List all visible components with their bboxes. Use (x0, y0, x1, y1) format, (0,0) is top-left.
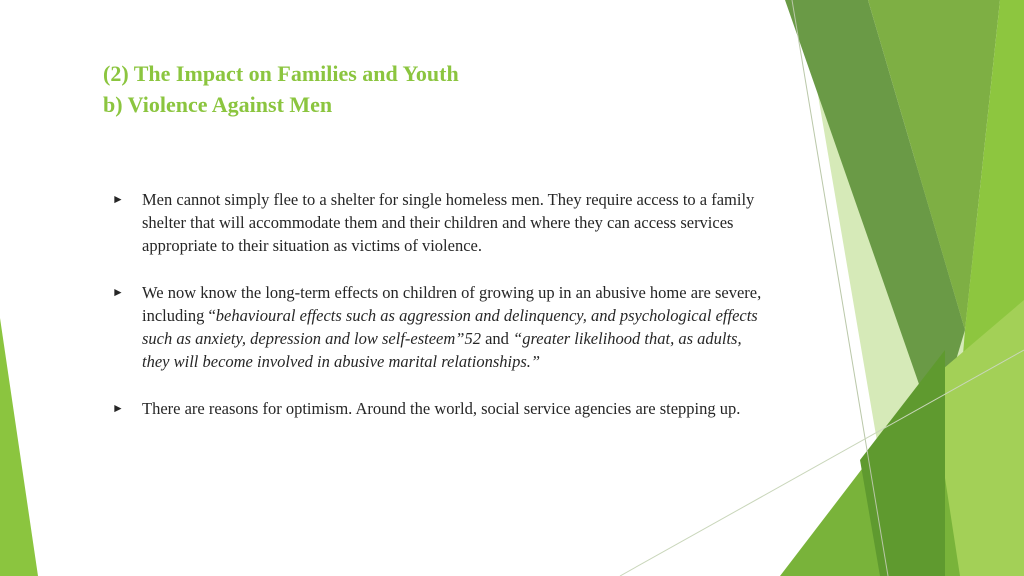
left-edge-facet (0, 318, 38, 576)
list-item (112, 188, 772, 257)
list-item (112, 397, 772, 420)
title-line-1: (2) The Impact on Families and Youth (103, 61, 459, 86)
slide-title (103, 58, 459, 120)
bullet-text: We now know the long-term effects on children of growing up in an abusive home are severe, including “ (142, 283, 762, 325)
bullet-text-connector: and (480, 329, 514, 348)
list-item (112, 281, 772, 373)
bullet-text: Men cannot simply flee to a shelter for single homeless men. They require access to a family shelter that will accommodate them and their children and where they can access services appropriate to their situation as victims of violence. (142, 190, 755, 255)
bullet-text: There are reasons for optimism. Around the world, social service agencies are stepping up. (142, 399, 741, 418)
bullet-arrow-icon: ► (112, 401, 124, 415)
bullet-arrow-icon: ► (112, 285, 124, 299)
bullet-arrow-icon: ► (112, 192, 124, 206)
quote-text: “greater likelihood that, as adults, they will become involved in abusive marital relationships.” (142, 329, 742, 371)
title-line-2: b) Violence Against Men (103, 92, 333, 117)
bullet-list (112, 188, 772, 444)
quote-text: behavioural effects such as aggression and delinquency, and psychological effects such as anxiety, depression and low self-esteem”52 (142, 306, 758, 348)
